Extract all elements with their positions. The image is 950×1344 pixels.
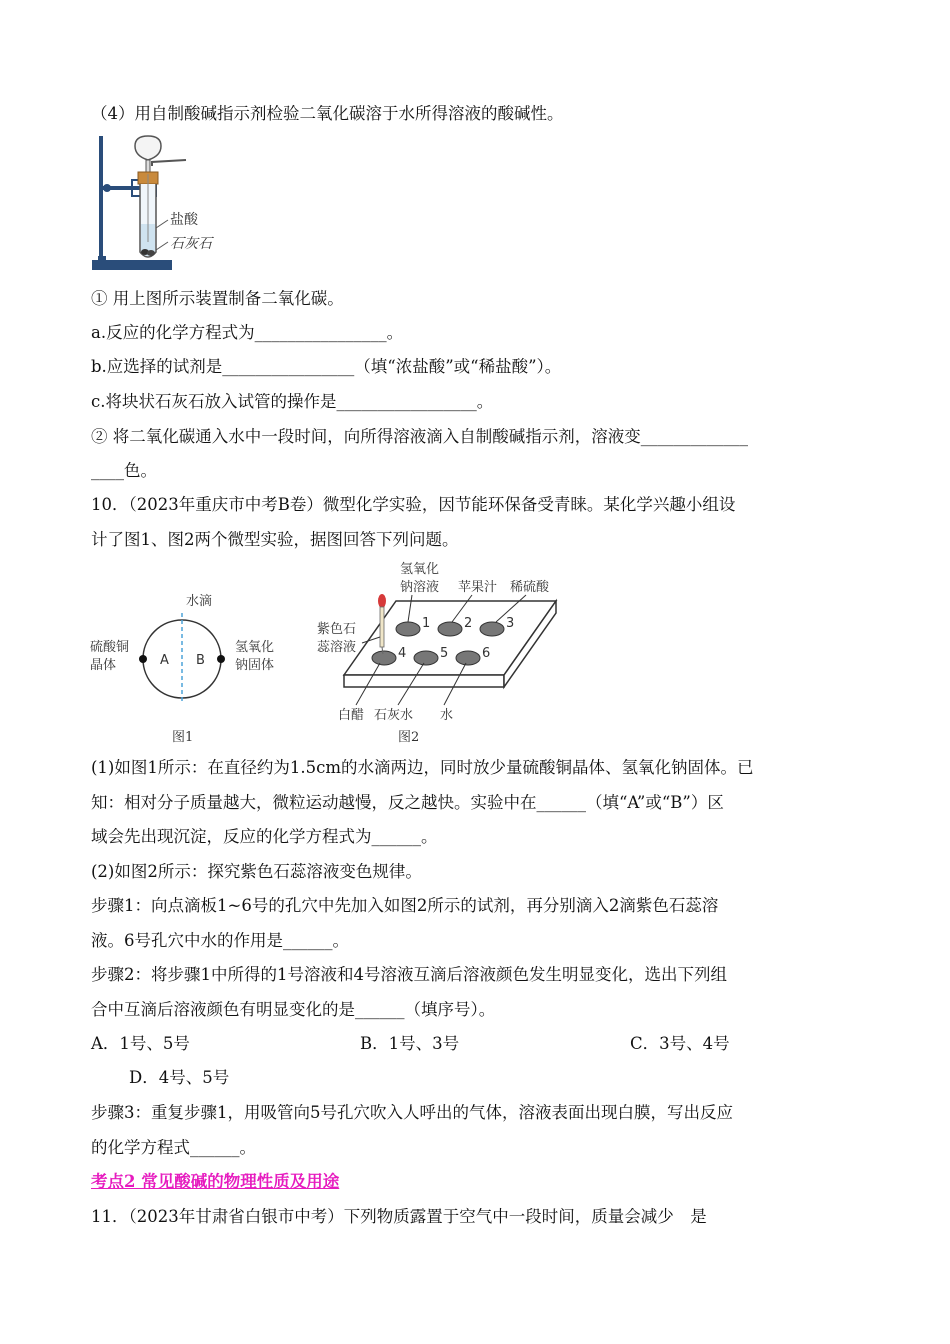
q9-line-b: b.应选择的试剂是________________（填“浓盐酸”或“稀盐酸”）。 xyxy=(91,357,562,376)
q10-body-1: (1)如图1所示：在直径约为1.5cm的水滴两边，同时放少量硫酸铜晶体、氢氧化钠固体。已 xyxy=(91,758,754,777)
fig2-well-4: 4 xyxy=(398,646,407,661)
fig2-top-label-2: 苹果汁 xyxy=(458,580,498,595)
fig1-left-label-2: 晶体 xyxy=(90,658,117,673)
figure-2 xyxy=(312,557,582,750)
label-hydrochloric-acid: 盐酸 xyxy=(170,212,198,228)
fig2-top-label-1b: 钠溶液 xyxy=(400,580,440,595)
section-heading: 考点2 常见酸碱的物理性质及用途 xyxy=(91,1172,340,1191)
fig1-water-label: 水滴 xyxy=(186,594,213,609)
fig2-bottom-label-3: 水 xyxy=(440,708,454,723)
fig2-bottom-label-2: 石灰水 xyxy=(374,708,414,723)
q10-body-2: 知：相对分子质量越大，微粒运动越慢，反之越快。实验中在______（填“A”或“B”）区 xyxy=(91,793,724,812)
option-b: B．1号、3号 xyxy=(360,1034,460,1053)
fig2-well-5: 5 xyxy=(440,646,449,661)
option-c: C．3号、4号 xyxy=(630,1034,730,1053)
label-limestone: 石灰石 xyxy=(170,236,212,252)
fig2-well-6: 6 xyxy=(482,646,491,661)
q10-intro-1: 10．（2023年重庆市中考B卷）微型化学实验，因节能环保备受青睐。某化学兴趣小组设 xyxy=(91,495,736,514)
q9-line-1: ① 用上图所示装置制备二氧化碳。 xyxy=(91,289,344,308)
q10-intro-2: 计了图1、图2两个微型实验，据图回答下列问题。 xyxy=(91,530,459,549)
fig2-bottom-label-1: 白醋 xyxy=(338,708,365,723)
option-a: A．1号、5号 xyxy=(91,1034,190,1053)
q9-line-a: a.反应的化学方程式为________________。 xyxy=(91,323,404,342)
q10-step3-2: 的化学方程式______。 xyxy=(91,1138,256,1157)
q9-part4-heading: （4）用自制酸碱指示剂检验二氧化碳溶于水所得溶液的酸碱性。 xyxy=(91,104,564,123)
q9-line-2: ② 将二氧化碳通入水中一段时间，向所得溶液滴入自制酸碱指示剂，溶液变_____________ xyxy=(91,427,748,446)
q10-body-7: 步骤2：将步骤1中所得的1号溶液和4号溶液互滴后溶液颜色发生明显变化，选出下列组 xyxy=(91,965,727,984)
fig1-left-label-1: 硫酸铜 xyxy=(90,640,130,655)
fig2-well-2: 2 xyxy=(464,616,473,631)
fig1-right-label-2: 钠固体 xyxy=(235,658,275,673)
q10-body-6: 液。6号孔穴中水的作用是______。 xyxy=(91,931,349,950)
q10-body-3: 域会先出现沉淀，反应的化学方程式为______。 xyxy=(91,827,438,846)
fig2-side-label-1: 紫色石 xyxy=(317,622,357,637)
q10-body-4: (2)如图2所示：探究紫色石蕊溶液变色规律。 xyxy=(91,862,422,881)
q11-line: 11．（2023年甘肃省白银市中考）下列物质露置于空气中一段时间，质量会减少 是 xyxy=(91,1207,707,1226)
fig1-caption: 图1 xyxy=(172,730,194,745)
q9-line-2-cont: ____色。 xyxy=(91,461,157,480)
fig2-well-1: 1 xyxy=(422,616,431,631)
q10-body-5: 步骤1：向点滴板1~6号的孔穴中先加入如图2所示的试剂，再分别滴入2滴紫色石蕊溶 xyxy=(91,896,719,915)
fig2-caption: 图2 xyxy=(398,730,420,745)
fig2-top-label-3: 稀硫酸 xyxy=(510,580,550,595)
fig2-well-3: 3 xyxy=(506,616,515,631)
figure-1 xyxy=(88,585,298,750)
q9-line-c: c.将块状石灰石放入试管的操作是_________________。 xyxy=(91,392,494,411)
option-d: D．4号、5号 xyxy=(129,1068,230,1087)
fig2-side-label-2: 蕊溶液 xyxy=(317,640,357,655)
q10-body-8: 合中互滴后溶液颜色有明显变化的是______（填序号）。 xyxy=(91,1000,496,1019)
fig2-top-label-1a: 氢氧化 xyxy=(400,562,440,577)
fig1-a-label: A xyxy=(160,653,169,668)
fig1-right-label-1: 氢氧化 xyxy=(235,640,275,655)
co2-apparatus-figure xyxy=(88,132,228,274)
fig1-b-label: B xyxy=(196,653,205,668)
q10-step3-1: 步骤3：重复步骤1，用吸管向5号孔穴吹入人呼出的气体，溶液表面出现白膜，写出反应 xyxy=(91,1103,733,1122)
